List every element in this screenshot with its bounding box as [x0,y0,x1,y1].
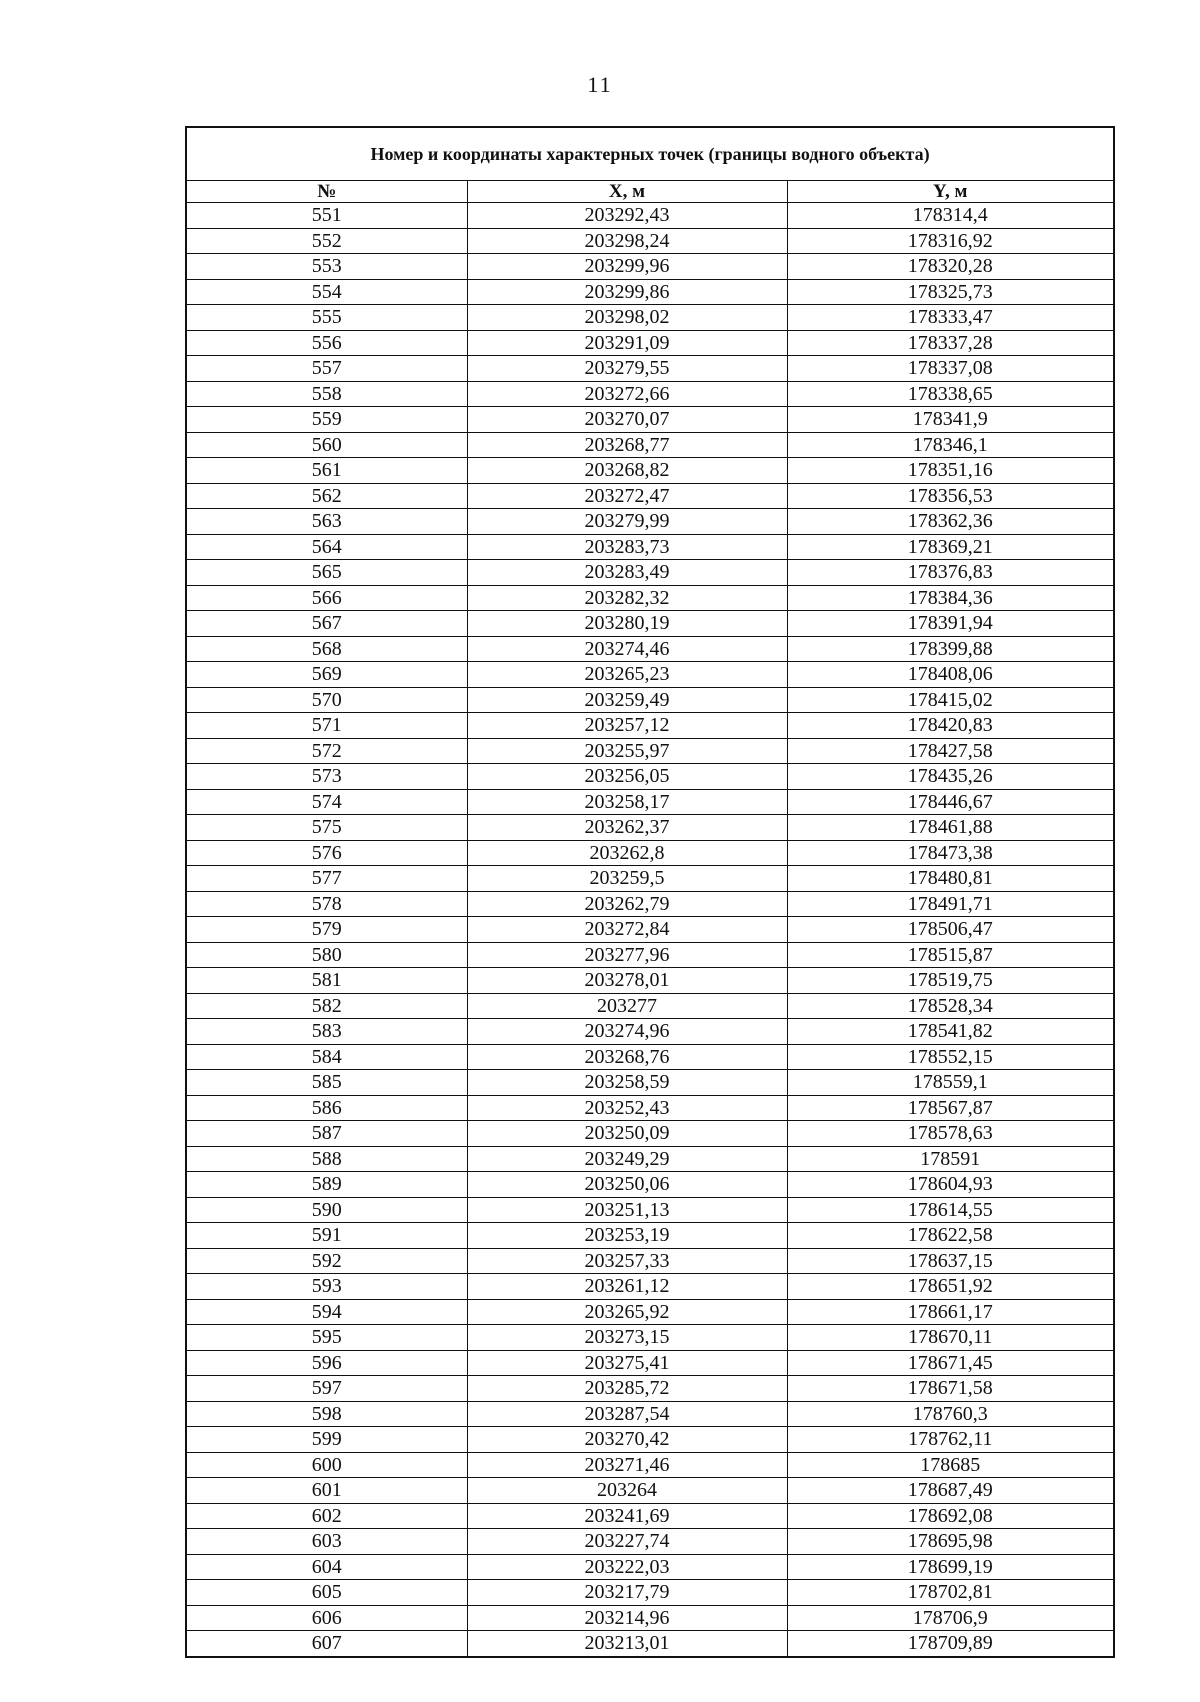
point-number-cell: 588 [186,1146,467,1172]
point-number-cell: 558 [186,381,467,407]
x-coordinate-cell: 203259,49 [467,687,787,713]
y-coordinate-cell: 178376,83 [787,560,1114,586]
x-coordinate-cell: 203279,55 [467,356,787,382]
point-number-cell: 559 [186,407,467,433]
table-row [186,1401,1114,1427]
x-coordinate-cell: 203257,12 [467,713,787,739]
point-number-cell: 591 [186,1223,467,1249]
point-number-cell: 577 [186,866,467,892]
x-coordinate-cell: 203265,23 [467,662,787,688]
y-coordinate-cell: 178461,88 [787,815,1114,841]
table-row [186,560,1114,586]
point-number-cell: 551 [186,203,467,229]
y-coordinate-cell: 178604,93 [787,1172,1114,1198]
point-number-cell: 562 [186,483,467,509]
point-number-cell: 569 [186,662,467,688]
y-coordinate-cell: 178685 [787,1452,1114,1478]
point-number-cell: 594 [186,1299,467,1325]
table-row [186,789,1114,815]
x-coordinate-cell: 203251,13 [467,1197,787,1223]
y-coordinate-cell: 178473,38 [787,840,1114,866]
x-coordinate-cell: 203270,07 [467,407,787,433]
point-number-cell: 568 [186,636,467,662]
x-coordinate-cell: 203280,19 [467,611,787,637]
table-row [186,356,1114,382]
x-coordinate-cell: 203270,42 [467,1427,787,1453]
x-coordinate-cell: 203283,73 [467,534,787,560]
point-number-cell: 605 [186,1580,467,1606]
table-row [186,1019,1114,1045]
x-coordinate-cell: 203274,96 [467,1019,787,1045]
point-number-cell: 555 [186,305,467,331]
table-row [186,1605,1114,1631]
table-row [186,687,1114,713]
y-coordinate-cell: 178369,21 [787,534,1114,560]
y-coordinate-cell: 178692,08 [787,1503,1114,1529]
y-coordinate-cell: 178337,08 [787,356,1114,382]
y-coordinate-cell: 178661,17 [787,1299,1114,1325]
table-row [186,407,1114,433]
x-coordinate-cell: 203278,01 [467,968,787,994]
point-number-cell: 585 [186,1070,467,1096]
point-number-cell: 583 [186,1019,467,1045]
table-row [186,1299,1114,1325]
table-row [186,458,1114,484]
x-coordinate-cell: 203291,09 [467,330,787,356]
table-row [186,1121,1114,1147]
x-coordinate-cell: 203258,59 [467,1070,787,1096]
table-row [186,1631,1114,1657]
y-coordinate-cell: 178699,19 [787,1554,1114,1580]
point-number-cell: 598 [186,1401,467,1427]
x-coordinate-cell: 203265,92 [467,1299,787,1325]
table-row [186,764,1114,790]
point-number-cell: 565 [186,560,467,586]
y-coordinate-cell: 178515,87 [787,942,1114,968]
x-coordinate-cell: 203272,47 [467,483,787,509]
point-number-cell: 561 [186,458,467,484]
y-coordinate-cell: 178506,47 [787,917,1114,943]
x-coordinate-cell: 203261,12 [467,1274,787,1300]
table-row [186,1248,1114,1274]
table-row [186,1325,1114,1351]
table-row [186,509,1114,535]
table-row [186,1172,1114,1198]
y-coordinate-cell: 178670,11 [787,1325,1114,1351]
x-coordinate-cell: 203227,74 [467,1529,787,1555]
x-coordinate-cell: 203258,17 [467,789,787,815]
point-number-cell: 571 [186,713,467,739]
y-coordinate-cell: 178491,71 [787,891,1114,917]
y-coordinate-cell: 178541,82 [787,1019,1114,1045]
point-number-cell: 602 [186,1503,467,1529]
point-number-cell: 607 [186,1631,467,1657]
y-coordinate-cell: 178687,49 [787,1478,1114,1504]
y-coordinate-cell: 178391,94 [787,611,1114,637]
x-coordinate-cell: 203252,43 [467,1095,787,1121]
point-number-cell: 589 [186,1172,467,1198]
x-coordinate-cell: 203299,96 [467,254,787,280]
x-coordinate-cell: 203272,84 [467,917,787,943]
table-row [186,1044,1114,1070]
point-number-cell: 593 [186,1274,467,1300]
y-coordinate-cell: 178337,28 [787,330,1114,356]
x-coordinate-cell: 203268,82 [467,458,787,484]
y-coordinate-cell: 178614,55 [787,1197,1114,1223]
point-number-cell: 586 [186,1095,467,1121]
x-coordinate-cell: 203259,5 [467,866,787,892]
x-coordinate-cell: 203262,8 [467,840,787,866]
table-row [186,840,1114,866]
table-row [186,1223,1114,1249]
point-number-cell: 554 [186,279,467,305]
point-number-cell: 596 [186,1350,467,1376]
table-row [186,611,1114,637]
table-row [186,483,1114,509]
y-coordinate-cell: 178567,87 [787,1095,1114,1121]
x-coordinate-cell: 203256,05 [467,764,787,790]
y-coordinate-cell: 178338,65 [787,381,1114,407]
point-number-cell: 587 [186,1121,467,1147]
x-coordinate-cell: 203298,02 [467,305,787,331]
y-coordinate-cell: 178333,47 [787,305,1114,331]
table-row [186,203,1114,229]
y-coordinate-cell: 178552,15 [787,1044,1114,1070]
column-header-y: Y, м [787,181,1114,203]
x-coordinate-cell: 203273,15 [467,1325,787,1351]
point-number-cell: 573 [186,764,467,790]
x-coordinate-cell: 203214,96 [467,1605,787,1631]
x-coordinate-cell: 203262,79 [467,891,787,917]
table-header-row [186,181,1114,203]
table-row [186,968,1114,994]
table-row [186,942,1114,968]
y-coordinate-cell: 178435,26 [787,764,1114,790]
point-number-cell: 600 [186,1452,467,1478]
y-coordinate-cell: 178671,58 [787,1376,1114,1402]
page-number: 11 [587,72,613,97]
table-row [186,636,1114,662]
y-coordinate-cell: 178706,9 [787,1605,1114,1631]
x-coordinate-cell: 203241,69 [467,1503,787,1529]
table-row [186,305,1114,331]
x-coordinate-cell: 203222,03 [467,1554,787,1580]
point-number-cell: 595 [186,1325,467,1351]
table-row [186,432,1114,458]
point-number-cell: 576 [186,840,467,866]
table-row [186,891,1114,917]
point-number-cell: 553 [186,254,467,280]
point-number-cell: 592 [186,1248,467,1274]
y-coordinate-cell: 178762,11 [787,1427,1114,1453]
point-number-cell: 572 [186,738,467,764]
table-row [186,381,1114,407]
point-number-cell: 603 [186,1529,467,1555]
point-number-cell: 597 [186,1376,467,1402]
y-coordinate-cell: 178346,1 [787,432,1114,458]
table-row [186,1452,1114,1478]
y-coordinate-cell: 178637,15 [787,1248,1114,1274]
x-coordinate-cell: 203271,46 [467,1452,787,1478]
y-coordinate-cell: 178415,02 [787,687,1114,713]
point-number-cell: 584 [186,1044,467,1070]
table-row [186,1376,1114,1402]
table-row [186,1580,1114,1606]
point-number-cell: 552 [186,228,467,254]
y-coordinate-cell: 178420,83 [787,713,1114,739]
x-coordinate-cell: 203283,49 [467,560,787,586]
point-number-cell: 580 [186,942,467,968]
point-number-cell: 582 [186,993,467,1019]
y-coordinate-cell: 178427,58 [787,738,1114,764]
table-row [186,662,1114,688]
point-number-cell: 590 [186,1197,467,1223]
point-number-cell: 578 [186,891,467,917]
x-coordinate-cell: 203262,37 [467,815,787,841]
x-coordinate-cell: 203275,41 [467,1350,787,1376]
y-coordinate-cell: 178528,34 [787,993,1114,1019]
point-number-cell: 570 [186,687,467,713]
point-number-cell: 575 [186,815,467,841]
point-number-cell: 556 [186,330,467,356]
x-coordinate-cell: 203279,99 [467,509,787,535]
table-row [186,1274,1114,1300]
table-row [186,254,1114,280]
table-row [186,993,1114,1019]
y-coordinate-cell: 178314,4 [787,203,1114,229]
table-row [186,1478,1114,1504]
table-row [186,713,1114,739]
y-coordinate-cell: 178760,3 [787,1401,1114,1427]
x-coordinate-cell: 203268,77 [467,432,787,458]
table-row [186,1350,1114,1376]
y-coordinate-cell: 178591 [787,1146,1114,1172]
table-row [186,279,1114,305]
y-coordinate-cell: 178702,81 [787,1580,1114,1606]
table-row [186,228,1114,254]
y-coordinate-cell: 178709,89 [787,1631,1114,1657]
table-row [186,1095,1114,1121]
y-coordinate-cell: 178446,67 [787,789,1114,815]
column-header-num: № [186,181,467,203]
point-number-cell: 560 [186,432,467,458]
table-title: Номер и координаты характерных точек (границы водного объекта) [186,127,1114,181]
x-coordinate-cell: 203285,72 [467,1376,787,1402]
x-coordinate-cell: 203287,54 [467,1401,787,1427]
y-coordinate-cell: 178408,06 [787,662,1114,688]
table-row [186,1554,1114,1580]
y-coordinate-cell: 178519,75 [787,968,1114,994]
x-coordinate-cell: 203299,86 [467,279,787,305]
table-row [186,1070,1114,1096]
y-coordinate-cell: 178578,63 [787,1121,1114,1147]
point-number-cell: 599 [186,1427,467,1453]
table-row [186,866,1114,892]
table-row [186,738,1114,764]
table-row [186,585,1114,611]
y-coordinate-cell: 178559,1 [787,1070,1114,1096]
point-number-cell: 567 [186,611,467,637]
table-row [186,1503,1114,1529]
y-coordinate-cell: 178341,9 [787,407,1114,433]
point-number-cell: 566 [186,585,467,611]
x-coordinate-cell: 203274,46 [467,636,787,662]
table-row [186,815,1114,841]
y-coordinate-cell: 178316,92 [787,228,1114,254]
y-coordinate-cell: 178362,36 [787,509,1114,535]
x-coordinate-cell: 203217,79 [467,1580,787,1606]
y-coordinate-cell: 178325,73 [787,279,1114,305]
x-coordinate-cell: 203298,24 [467,228,787,254]
x-coordinate-cell: 203264 [467,1478,787,1504]
y-coordinate-cell: 178399,88 [787,636,1114,662]
table-row [186,534,1114,560]
point-number-cell: 604 [186,1554,467,1580]
x-coordinate-cell: 203213,01 [467,1631,787,1657]
x-coordinate-cell: 203250,09 [467,1121,787,1147]
point-number-cell: 563 [186,509,467,535]
table-title-row [186,127,1114,181]
point-number-cell: 574 [186,789,467,815]
y-coordinate-cell: 178695,98 [787,1529,1114,1555]
x-coordinate-cell: 203277 [467,993,787,1019]
x-coordinate-cell: 203268,76 [467,1044,787,1070]
x-coordinate-cell: 203272,66 [467,381,787,407]
point-number-cell: 557 [186,356,467,382]
point-number-cell: 579 [186,917,467,943]
y-coordinate-cell: 178622,58 [787,1223,1114,1249]
x-coordinate-cell: 203277,96 [467,942,787,968]
table-row [186,1197,1114,1223]
x-coordinate-cell: 203255,97 [467,738,787,764]
table-row [186,1146,1114,1172]
table-row [186,330,1114,356]
point-number-cell: 601 [186,1478,467,1504]
table-row [186,1427,1114,1453]
y-coordinate-cell: 178480,81 [787,866,1114,892]
y-coordinate-cell: 178384,36 [787,585,1114,611]
x-coordinate-cell: 203282,32 [467,585,787,611]
y-coordinate-cell: 178356,53 [787,483,1114,509]
point-number-cell: 581 [186,968,467,994]
x-coordinate-cell: 203257,33 [467,1248,787,1274]
y-coordinate-cell: 178671,45 [787,1350,1114,1376]
x-coordinate-cell: 203253,19 [467,1223,787,1249]
y-coordinate-cell: 178351,16 [787,458,1114,484]
y-coordinate-cell: 178320,28 [787,254,1114,280]
table-row [186,1529,1114,1555]
x-coordinate-cell: 203250,06 [467,1172,787,1198]
x-coordinate-cell: 203249,29 [467,1146,787,1172]
coordinates-table [185,126,1115,1658]
y-coordinate-cell: 178651,92 [787,1274,1114,1300]
table-row [186,917,1114,943]
x-coordinate-cell: 203292,43 [467,203,787,229]
point-number-cell: 564 [186,534,467,560]
point-number-cell: 606 [186,1605,467,1631]
column-header-x: X, м [467,181,787,203]
table-body [186,203,1114,1657]
